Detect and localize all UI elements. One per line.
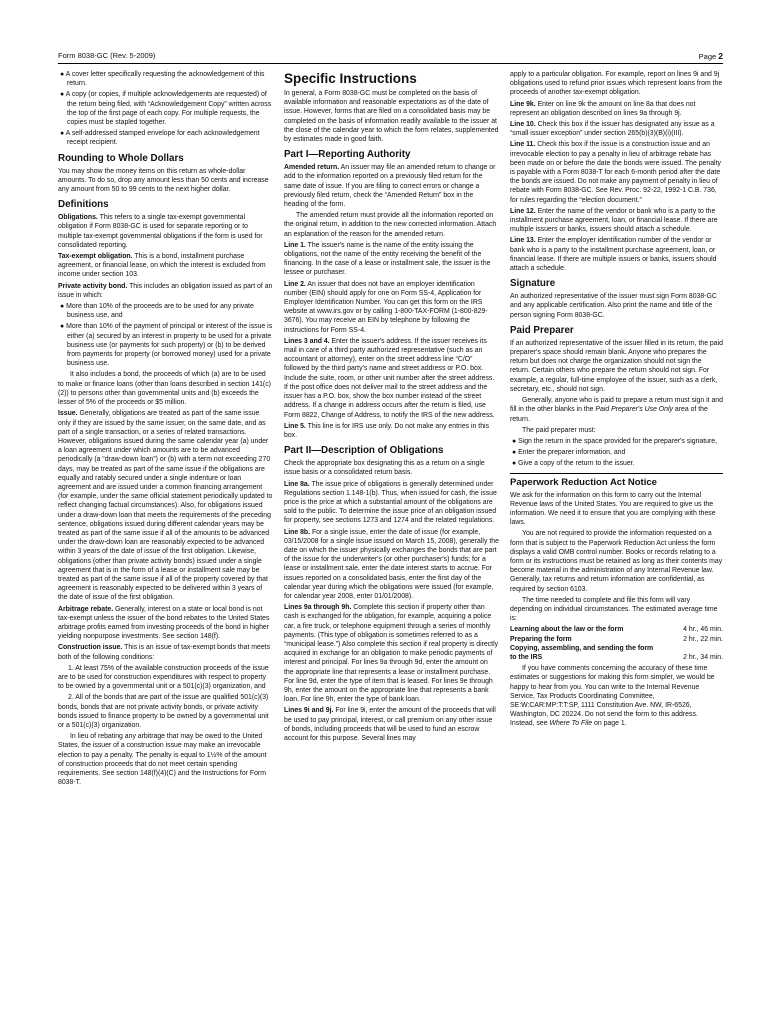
pab-also-text: It also includes a bond, the proceeds of which (a) are to be used to make or finance loans (other than loans described in section 141(c)(2)) to persons other than governmental units and (b) exceeds the lesser of 5% of the proceeds or $5 million. [58,371,271,407]
column-1 [58,70,273,789]
amended-return-text: Amended return. An issuer may file an amended return to change or add to the information reported on a previously filed return for the same date of issue. If you are filing to correct errors or change a previously filed return, check the “Amended Return” box in the heading of the form. [284,164,496,209]
signature-text: An authorized representative of the issuer must sign Form 8038-GC and any applicable certification. Also print the name and title of the person signing Form 8038-GC. [510,293,717,319]
page-header [58,50,723,62]
part2-text: Check the appropriate box designating this as a return on a single issue basis or a consolidated return basis. [284,460,485,477]
definitions-heading: Definitions [58,199,109,211]
list-item: ● More than 10% of the proceeds are to be used for any private business use, and [60,303,254,320]
signature-heading: Signature [510,278,556,290]
page-indicator [699,50,723,63]
line5-text: Line 5. This line is for IRS use only. Do not make any entries in this box. [284,422,490,439]
line9k-text: Line 9k. Enter on line 9k the amount on line 8a that does not represent an obligation described on lines 9a through 9j. [510,100,696,117]
lines9i-text: Lines 9i and 9j. For line 9i, enter the amount of the proceeds that will be used to pay principal, interest, or call premium on any other issue of bonds, including proceeds that will be used to fund an escrow account for this purpose. Several lines may [284,707,496,742]
specific-instructions-heading: Specific Instructions [284,71,417,86]
page-word: Page [698,52,717,61]
form-label: Form 8038-GC (Rev. 5-2009) [58,51,156,60]
preparer-text: If an authorized representative of the issuer filled in its return, the paid preparer's space should remain blank. Anyone who prepares the return but does not charge the organization should not sign the return. Certain others who prepare the return should not sign. For example, a regular, full-time employee of the issuer, such as a clerk, secretary, etc., should not sign. [510,339,723,393]
estimate-row: Preparing the form 2 hr., 22 min. [510,635,723,643]
obligations-definition: Obligations. This refers to a single tax-exempt governmental obligation if Form 8038-GC is used for separate reporting or to multiple tax-exempt governmental obligations if the form is used for consolidated reporting. [58,214,263,249]
comments-text: If you have comments concerning the accuracy of these time estimates or suggestions for making this form simpler, we would be happy to hear from you. You can write to the Internal Revenue Service, Tax Products Coordinating Committee, SE:W:CAR:MP:T:T:SP, 1111 Constitution Ave. NW, IR-6526, Washington, DC 20224. Do not send the form to this address. Instead, see Where To File on page 1. [510,665,715,728]
pra-text-2: You are not required to provide the information requested on a form that is subject to the Paperwork Reduction Act unless the form displays a valid OMB control number. Books or records relating to a form or its instructions must be retained as long as their contents may become material in the administration of any Internal Revenue law. Generally, tax returns and return information are confidential, as required by section 6103. [510,530,723,593]
line8a-text: Line 8a. The issue price of obligations is generally determined under Regulations section 1.148-1(b). Thus, when issued for cash, the issue price is the price at which a substantial amount of the obligations are sold to the public. To determine the issue price of an obligation issued for property, see sections 1273 and 1274 and the related regulations. [284,480,497,525]
part1-heading: Part I—Reporting Authority [284,149,411,161]
amended-more-text: The amended return must provide all the information reported on the original return, in addition to the new corrected information. Attach an explanation of the reason for the amended return. [284,212,497,238]
issue-definition: Issue. Generally, obligations are treated as part of the same issue only if they are issued by the same issuer, on the same date, and as part of a single transaction, or a series of related transactions. However, obligations issued during the same calendar year (a) under a loan agreement under which amounts are to be advanced periodically (a “draw-down loan”) or (b) with a term not exceeding 270 days, may be treated as part of the same issue if the obligations are equally and ratably secured under a single indenture or loan agreement and are issued under a common financing arrangement (for example, under the same official statement periodically updated to reflect changing factual circumstances). Also, for obligations issued under a draw-down loan that meets the requirements of the preceding sentence, obligations issued during different calendar years may be treated as part of the same issue if all of the amounts to be advanced under the draw-down loan are reasonably expected to be advanced within 3 years of the date of issue of the first obligation. Likewise, obligations (other than private activity bonds) issued under a single agreement that is in the form of a lease or installment sale may be treated as part of the same issue if all of the property covered by that agreement is reasonably expected to be delivered within 3 years of the date of issue of the first obligation. [58,410,273,602]
preparer-must: The paid preparer must: [522,426,596,434]
preparer-more-text: Generally, anyone who is paid to prepare a return must sign it and fill in the other blanks in the Paid Preparer's Use Only area of the return. [510,397,723,423]
list-item: ● Enter the preparer information, and [512,449,626,457]
condition-1: 1. At least 75% of the available construction proceeds of the issue are to be used for construction expenditures with respect to property to be owned by a governmental unit or a 501(c)(3) organization, and [58,664,269,691]
lieu-text: In lieu of rebating any arbitrage that may be owed to the United States, the issuer of a construction issue may make an irrevocable election to pay a penalty. The penalty is equal to 1½% of the amount of construction proceeds that do not meet certain spending requirements. See section 148(f)(4)(C) and the Instructions for Form 8038-T. [58,733,267,787]
lines34-text: Lines 3 and 4. Enter the issuer's address. If the issuer receives its mail in care of a third party authorized representative (such as an accountant or attorney), enter on the street address line “C/O” followed by the third party's name and street address or P.O. box. Include the suite, room, or other unit number after the street address. If the post office does not deliver mail to the street address and the issuer has a P.O. box, show the box number instead of the street address. If a change in address occurs after the return is filed, use Form 8822, Change of Address, to notify the IRS of the new address. [284,337,495,419]
list-item: ● A copy (or copies, if multiple acknowledgements are requested) of the return being filed, with “Acknowledgement Copy” written across the top of the first page of each copy. For multiple requests, the copies must be stapled together. [60,91,272,127]
line12-text: Line 12. Enter the name of the vendor or bank who is a party to the installment purchase agreement, loan, or financial lease. If there are multiple issuers or banks, issuers should attach a schedule. [510,207,718,234]
pra-text-3: The time needed to complete and file this form will vary depending on individual circumstances. The estimated average time is: [510,596,718,623]
condition-2: 2. All of the bonds that are part of the issue are qualified 501(c)(3) bonds, bonds that are not private activity bonds, or private activity bonds issued to finance property to be owned by a governmental unit or a 501(c)(3) organization. [58,694,269,729]
continued-text: apply to a particular obligation. For example, report on lines 9i and 9j obligations used to refund prior issues which represent loans from the proceeds of another tax-exempt obligation. [510,71,723,97]
rounding-text: You may show the money items on this return as whole-dollar amounts. To do so, drop any amount less than 50 cents and increase any amount from 50 to 99 cents to the next higher dollar. [58,167,269,194]
specific-text: In general, a Form 8038-GC must be completed on the basis of available information and reasonable expectations as of the date of issue. However, forms that are filed on a consolidated basis may be completed on the basis of information readily available to the issuer at the close of the calendar year to which the form relates, supplemented by estimates made in good faith. [284,90,499,144]
line2-text: Line 2. An issuer that does not have an employer identification number (EIN) should apply for one on Form SS-4, Application for Employer Identification Number. You can get this form on the IRS website at www.irs.gov or by calling 1-800-TAX-FORM (1-800-829-3676). You may receive an EIN by telephone by following the instructions for Form SS-4. [284,280,488,334]
lines9a-text: Lines 9a through 9h. Complete this section if property other than cash is exchanged for the obligation, for example, acquiring a police car, a fire truck, or telephone equipment through a series of monthly payments. (This type of obligation is sometimes referred to as a “municipal lease.”) Also complete this section if real property is directly acquired in exchange for an obligation to make periodic payments of interest and principal. For lines 9a through 9d, enter the amount on the appropriate line that represents a lease or installment purchase. For line 9d, enter the type of item that is leased. For lines 9e through 9h, enter the amount on the appropriate line that represents a bank loan. For line 9h, enter the type of bank loan. [284,604,499,704]
estimate-row: Copying, assembling, and sending the form to the IRS 2 hr., 34 min. [510,644,723,661]
column-2 [284,70,499,745]
page-number: 2 [718,51,723,61]
estimate-row: Learning about the law or the form 4 hr., 46 min. [510,626,723,634]
list-item: ● Sign the return in the space provided for the preparer's signature, [512,437,718,445]
rounding-heading: Rounding to Whole Dollars [58,152,184,164]
line11-text: Line 11. Check this box if the issue is a construction issue and an irrevocable election to pay a penalty in lieu of arbitrage rebate has been made on or before the date the bonds were issued. The penalty is payable with a Form 8038-T for each 6-month period after the date the bonds are issued. Do not make any payment of penalty in lieu of rebate with Form 8038-GC. See Rev. Proc. 92-22, 1992-1 C.B. 736, for rules regarding the “election document.” [510,141,721,204]
column-3 [510,70,723,731]
list-item: ● Give a copy of the return to the issuer. [512,460,635,468]
construction-definition: Construction issue. This is an issue of tax-exempt bonds that meets both of the following conditions: [58,644,271,661]
part2-heading: Part II—Description of Obligations [284,445,444,457]
pra-text-1: We ask for the information on this form to carry out the Internal Revenue laws of the United States. You are required to give us the information. We need it to ensure that you are complying with these laws. [510,491,716,527]
list-item: ● More than 10% of the payment of principal or interest of the issue is either (a) secured by an interest in property to be used for a private business use (or payments for such property) or (b) to be derived from payments for property (or borrowed money) used for a private business use. [60,323,273,368]
list-item: ● A self-addressed stamped envelope for each acknowledgement receipt recipient. [60,130,260,147]
line1-text: Line 1. The issuer's name is the name of the entity issuing the obligations, not the name of the entity receiving the benefit of the financing. In the case of a lease or installment sale, the issuer is the lessee or purchaser. [284,241,491,277]
arbitrage-definition: Arbitrage rebate. Generally, interest on a state or local bond is not tax-exempt unless the issuer of the bond rebates to the United States arbitrage profits earned from investing proceeds of the bond in higher yielding nonpurpose investments. See section 148(f). [58,605,270,641]
paid-preparer-heading: Paid Preparer [510,324,574,336]
paperwork-heading: Paperwork Reduction Act Notice [510,473,723,489]
taxexempt-definition: Tax-exempt obligation. This is a bond, installment purchase agreement, or financial lease, on which the interest is excluded from income under section 103. [58,253,266,279]
line8b-text: Line 8b. For a single issue, enter the date of issue (for example, 03/15/2008 for a single issue issued on March 15, 2008), generally the date on which the issuer physically exchanges the bonds that are part of the issue for the underwriter's (or other purchaser's) funds; for a lease or installment sale, enter the date interest starts to accrue. For issues reported on a consolidated basis, enter the first day of the calendar year during which the obligations were issued (for example, for calendar year 2008, enter 01/01/2008). [284,528,499,600]
pab-definition: Private activity bond. This includes an obligation issued as part of an issue in which: [58,282,273,299]
line13-text: Line 13. Enter the employer identification number of the vendor or bank who is a party to the installment purchase agreement, loan, or financial lease. If there are multiple issuers or banks, issuers should attach a schedule. [510,237,717,273]
header-rule [58,63,723,64]
list-item: ● A cover letter specifically requesting the acknowledgement of this return. [60,71,265,88]
line10-text: Line 10. Check this box if the issuer has designated any issue as a “small issuer exception” under section 265(b)(3)(B)(i)(III). [510,121,715,138]
